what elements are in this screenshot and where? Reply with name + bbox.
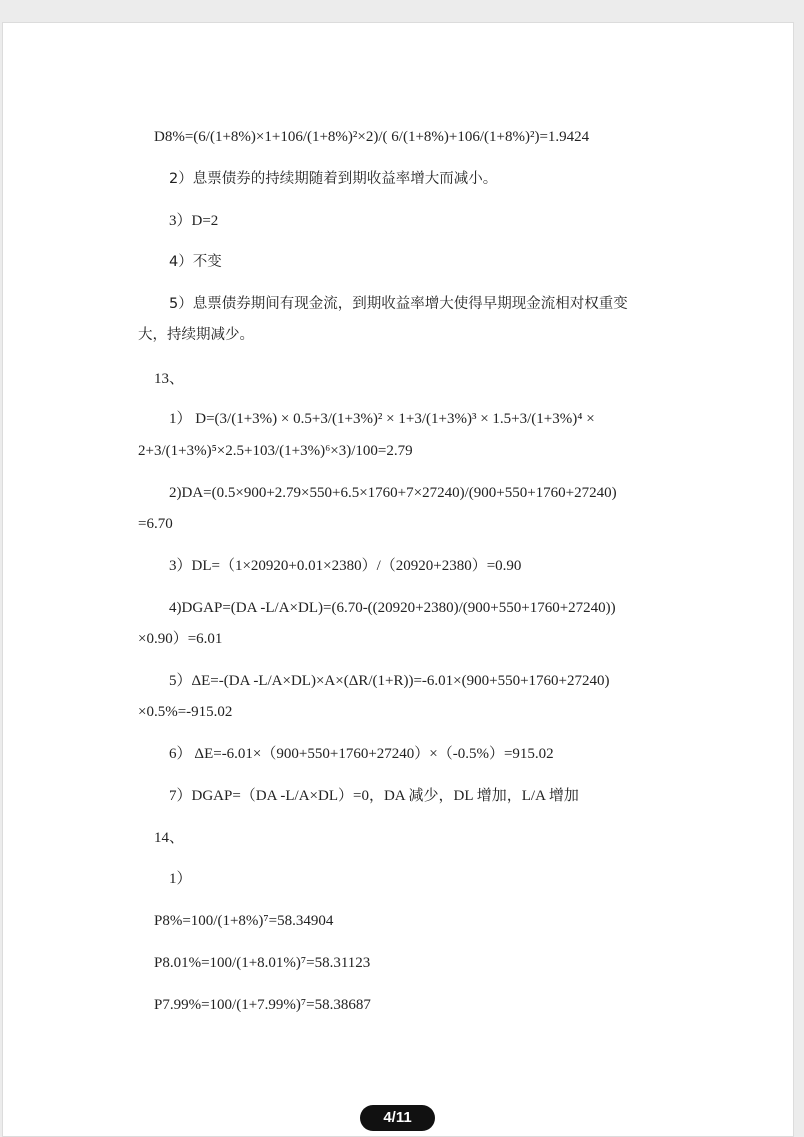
text-line-3: 3）D=2 xyxy=(169,213,219,229)
text-line-10: 2)DA=(0.5×900+2.79×550+6.5×1760+7×27240)/(900+550+1760+27240) xyxy=(169,485,617,501)
text-line-11: =6.70 xyxy=(138,516,173,532)
text-line-13: 4)DGAP=(DA -L/A×DL)=(6.70-((20920+2380)/(900+550+1760+27240)) xyxy=(169,600,616,616)
text-line-7: 13、 xyxy=(154,371,185,387)
text-line-23: P7.99%=100/(1+7.99%)⁷=58.38687 xyxy=(154,997,371,1013)
viewer-top-bar xyxy=(0,0,804,22)
text-line-17: 6） ΔE=-6.01×（900+550+1760+27240）×（-0.5%）=915.02 xyxy=(169,746,554,762)
text-line-4: 4）不变 xyxy=(169,254,222,270)
text-line-1: D8%=(6/(1+8%)×1+106/(1+8%)²×2)/( 6/(1+8%)+106/(1+8%)²)=1.9424 xyxy=(154,129,590,145)
text-line-15: 5）ΔE=-(DA -L/A×DL)×A×(ΔR/(1+R))=-6.01×(900+550+1760+27240) xyxy=(169,673,610,689)
text-line-5: 5）息票债券期间有现金流，到期收益率增大使得早期现金流相对权重变 xyxy=(169,296,628,312)
text-line-9: 2+3/(1+3%)⁵×2.5+103/(1+3%)⁶×3)/100=2.79 xyxy=(138,443,413,459)
text-line-6: 大，持续期减少。 xyxy=(138,327,254,343)
document-page xyxy=(2,22,794,1137)
text-line-22: P8.01%=100/(1+8.01%)⁷=58.31123 xyxy=(154,955,371,971)
text-line-19: 14、 xyxy=(154,830,185,846)
text-line-8: 1） D=(3/(1+3%) × 0.5+3/(1+3%)² × 1+3/(1+3%)³ × 1.5+3/(1+3%)⁴ × xyxy=(169,411,595,427)
text-line-16: ×0.5%=-915.02 xyxy=(138,704,233,720)
text-line-12: 3）DL=（1×20920+0.01×2380）/（20920+2380）=0.90 xyxy=(169,558,522,574)
text-line-21: P8%=100/(1+8%)⁷=58.34904 xyxy=(154,913,334,929)
text-line-2: 2）息票债券的持续期随着到期收益率增大而减小。 xyxy=(169,171,498,187)
text-line-14: ×0.90）=6.01 xyxy=(138,631,223,647)
page-indicator: 4/11 xyxy=(360,1105,435,1131)
text-line-20: 1） xyxy=(169,871,192,887)
text-line-18: 7）DGAP=（DA -L/A×DL）=0，DA 减少，DL 增加，L/A 增加 xyxy=(169,788,579,804)
